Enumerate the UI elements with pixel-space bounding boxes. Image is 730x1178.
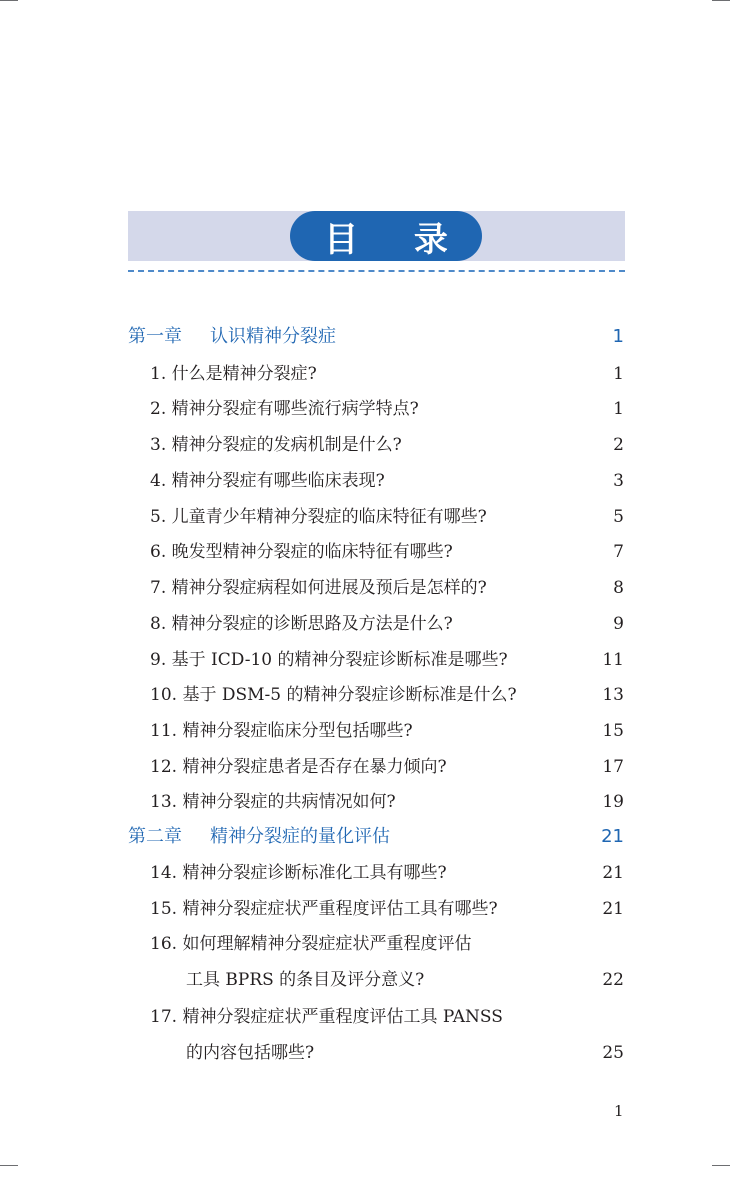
toc-item-page: 15 [602, 721, 624, 741]
toc-item-text: 12. 精神分裂症患者是否存在暴力倾向? [150, 757, 447, 777]
toc-item[interactable] [0, 858, 730, 888]
toc-item-page: 17 [602, 757, 624, 777]
toc-item[interactable] [0, 929, 730, 959]
toc-item-page: 5 [613, 507, 624, 527]
toc-item-text: 1. 什么是精神分裂症? [150, 364, 317, 384]
page-title: 目 录 [324, 219, 470, 260]
crop-mark [712, 0, 730, 1]
chapter-page: 1 [612, 326, 624, 347]
toc-item-text: 的内容包括哪些? [186, 1043, 315, 1063]
toc-item-text: 4. 精神分裂症有哪些临床表现? [150, 471, 385, 491]
toc-item[interactable] [0, 716, 730, 746]
toc-chapter[interactable] [0, 822, 730, 852]
toc-item-text: 3. 精神分裂症的发病机制是什么? [150, 435, 402, 455]
toc-item[interactable] [0, 466, 730, 496]
toc-item[interactable] [0, 573, 730, 603]
toc-item-page: 1 [613, 364, 624, 384]
chapter-label: 第一章 [128, 326, 182, 347]
chapter-label: 第二章 [128, 826, 182, 847]
toc-item-text: 10. 基于 DSM-5 的精神分裂症诊断标准是什么? [150, 685, 517, 705]
toc-item-continuation[interactable] [0, 1038, 730, 1068]
toc-item[interactable] [0, 502, 730, 532]
chapter-title: 精神分裂症的量化评估 [210, 826, 390, 847]
page-number: 1 [614, 1102, 624, 1120]
toc-item-continuation[interactable] [0, 965, 730, 995]
toc-item-page: 9 [613, 614, 624, 634]
toc-item-text: 14. 精神分裂症诊断标准化工具有哪些? [150, 863, 447, 883]
toc-item-page: 11 [602, 650, 624, 670]
toc-item[interactable] [0, 680, 730, 710]
toc-item-text: 11. 精神分裂症临床分型包括哪些? [150, 721, 413, 741]
toc-item[interactable] [0, 787, 730, 817]
toc-item-page: 13 [602, 685, 624, 705]
toc-item[interactable] [0, 645, 730, 675]
toc-item-text: 8. 精神分裂症的诊断思路及方法是什么? [150, 614, 453, 634]
toc-item-text: 6. 晚发型精神分裂症的临床特征有哪些? [150, 542, 453, 562]
crop-mark [712, 1165, 730, 1166]
toc-item-text: 13. 精神分裂症的共病情况如何? [150, 792, 396, 812]
toc-item[interactable] [0, 1002, 730, 1032]
toc-item-page: 19 [602, 792, 624, 812]
toc-item-page: 1 [613, 399, 624, 419]
toc-item-page: 3 [613, 471, 624, 491]
toc-item[interactable] [0, 894, 730, 924]
toc-item-page: 25 [602, 1043, 624, 1063]
toc-item[interactable] [0, 359, 730, 389]
dashed-divider [128, 270, 625, 272]
toc-item[interactable] [0, 394, 730, 424]
toc-item-text: 工具 BPRS 的条目及评分意义? [186, 970, 425, 990]
toc-item-text: 9. 基于 ICD-10 的精神分裂症诊断标准是哪些? [150, 650, 508, 670]
toc-item-text: 7. 精神分裂症病程如何进展及预后是怎样的? [150, 578, 487, 598]
crop-mark [0, 1165, 18, 1166]
toc-item-text: 16. 如何理解精神分裂症症状严重程度评估 [150, 934, 472, 954]
toc-item-page: 7 [613, 542, 624, 562]
toc-item-page: 8 [613, 578, 624, 598]
toc-chapter[interactable] [0, 322, 730, 352]
toc-item-page: 21 [602, 863, 624, 883]
toc-item-text: 17. 精神分裂症症状严重程度评估工具 PANSS [150, 1007, 503, 1027]
toc-item-page: 2 [613, 435, 624, 455]
toc-item[interactable] [0, 752, 730, 782]
chapter-page: 21 [601, 826, 624, 847]
toc-item-text: 2. 精神分裂症有哪些流行病学特点? [150, 399, 419, 419]
toc-item-text: 15. 精神分裂症症状严重程度评估工具有哪些? [150, 899, 498, 919]
chapter-title: 认识精神分裂症 [210, 326, 336, 347]
toc-item[interactable] [0, 609, 730, 639]
toc-item[interactable] [0, 537, 730, 567]
crop-mark [0, 0, 18, 1]
toc-item-text: 5. 儿童青少年精神分裂症的临床特征有哪些? [150, 507, 487, 527]
toc-item[interactable] [0, 430, 730, 460]
toc-item-page: 21 [602, 899, 624, 919]
toc-item-page: 22 [602, 970, 624, 990]
